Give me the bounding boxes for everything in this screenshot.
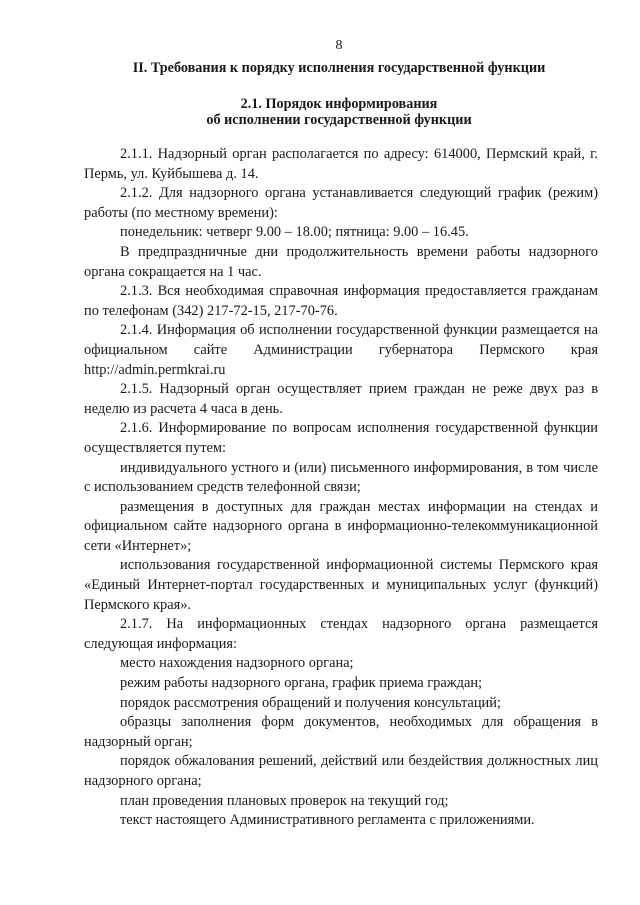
paragraph-2-1-7: 2.1.7. На информационных стендах надзорного органа размещается следующая информация: (84, 616, 598, 652)
paragraph-2-1-1: 2.1.1. Надзорный орган располагается по адресу: 614000, Пермский край, г. Пермь, ул. Куйбышева д. 14. (84, 146, 598, 182)
section-title: II. Требования к порядку исполнения государственной функции (132, 60, 546, 76)
subsection-title-line1: 2.1. Порядок информирования (240, 96, 438, 112)
list-item-regulation-text: текст настоящего Административного регламента с приложениями. (120, 812, 535, 829)
paragraph-2-1-6: 2.1.6. Информирование по вопросам исполнения государственной функции осуществляется путем: (84, 420, 598, 456)
paragraph-individual-informing: индивидуального устного и (или) письменного информирования, в том числе с использованием средств телефонной связи; (84, 459, 598, 496)
paragraph-2-1-4: 2.1.4. Информация об исполнении государственной функции размещается на официальном сайте Администрации губернатора Пермского края http://admin.permkrai.ru (84, 322, 598, 378)
document-body (84, 145, 598, 831)
paragraph-schedule: понедельник: четверг 9.00 – 18.00; пятница: 9.00 – 16.45. (120, 224, 469, 241)
list-item-consideration-procedure: порядок рассмотрения обращений и получения консультаций; (120, 694, 501, 711)
page-number: 8 (335, 38, 343, 53)
list-item-form-samples: образцы заполнения форм документов, необходимых для обращения в надзорный орган; (84, 714, 598, 750)
paragraph-2-1-3: 2.1.3. Вся необходимая справочная информация предоставляется гражданам по телефонам (342) 217-72-15, 217-70-76. (84, 283, 598, 319)
paragraph-placement: размещения в доступных для граждан местах информации на стендах и официальном сайте надзорного органа в информационно-телекоммуникационной сети «Интернет»; (84, 498, 598, 554)
paragraph-preholiday: В предпраздничные дни продолжительность времени работы надзорного органа сокращается на 1 час. (84, 243, 598, 280)
paragraph-info-system: использования государственной информационной системы Пермского края «Единый Интернет-портал государственных и муниципальных услуг (функций) Пермского края». (84, 557, 598, 613)
list-item-work-schedule: режим работы надзорного органа, график приема граждан; (120, 675, 483, 692)
paragraph-2-1-2: 2.1.2. Для надзорного органа устанавливается следующий график (режим) работы (по местному времени): (84, 185, 598, 221)
list-item-appeal-procedure: порядок обжалования решений, действий или бездействия должностных лиц надзорного органа; (84, 753, 598, 789)
paragraph-2-1-5: 2.1.5. Надзорный орган осуществляет прием граждан не реже двух раз в неделю из расчета 4 часа в день. (84, 381, 598, 417)
subsection-title (80, 96, 598, 128)
list-item-location: место нахождения надзорного органа; (120, 655, 354, 672)
list-item-inspection-plan: план проведения плановых проверок на текущий год; (120, 792, 449, 809)
document-page (84, 38, 598, 831)
subsection-title-line2: об исполнении государственной функции (206, 112, 472, 128)
